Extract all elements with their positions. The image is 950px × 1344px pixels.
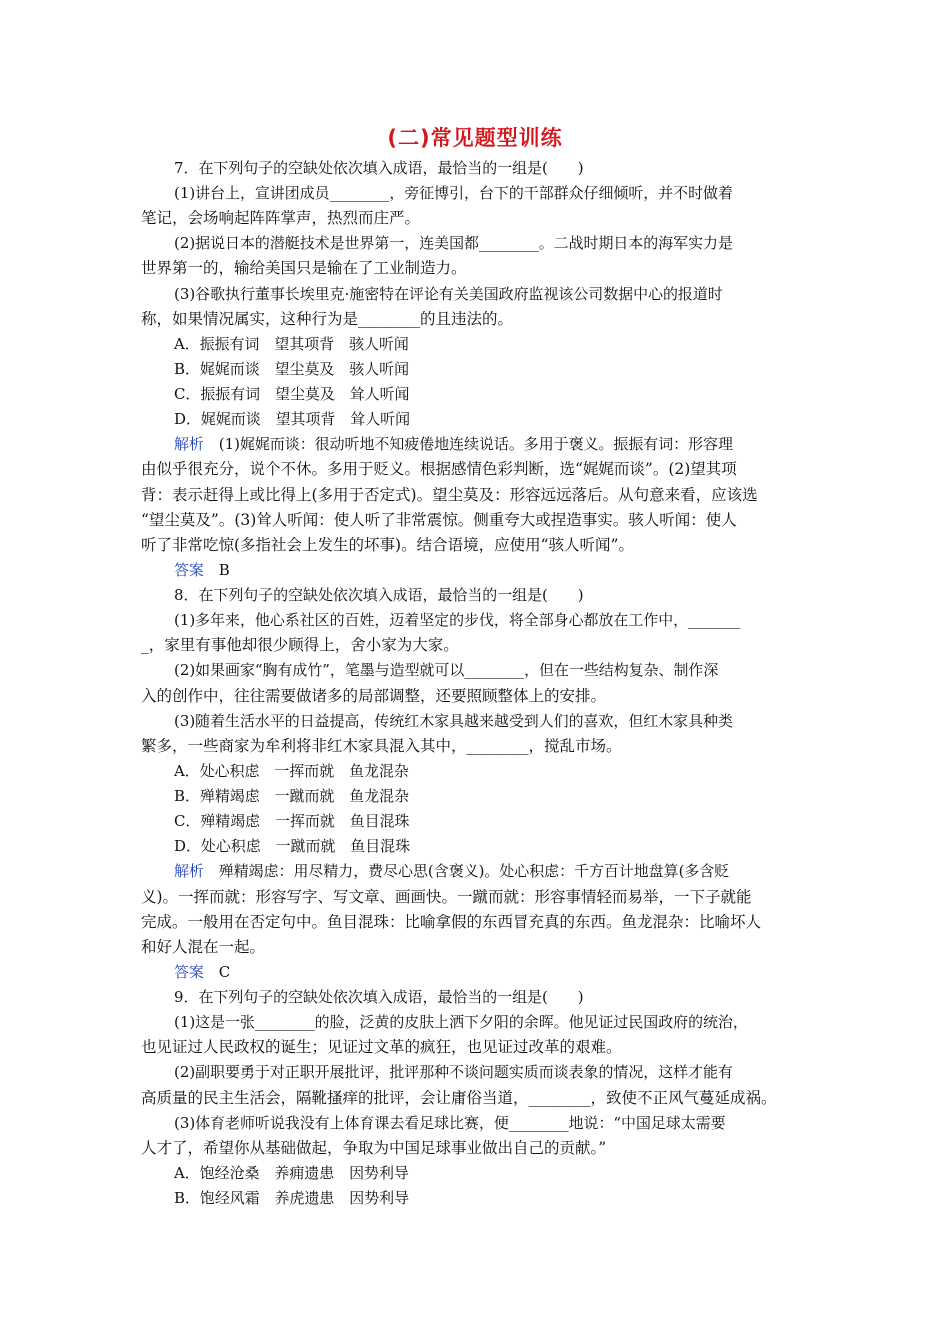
analysis-label: 解析 — [174, 435, 204, 453]
q7-sentence-1-line-1: (1)讲台上，宣讲团成员________，旁征博引，台下的干部群众仔细倾听，并不时做着 — [174, 184, 733, 202]
q9-sentence-1-line-1: (1)这是一张________的脸，泛黄的皮肤上洒下夕阳的余晖。他见证过民国政府的统治， — [174, 1013, 748, 1031]
analysis-text: 殚精竭虑：用尽精力，费尽心思(含褒义)。处心积虑：千方百计地盘算(多含贬 — [203, 862, 730, 880]
q9-sentence-2-line-2: 高质量的民主生活会，隔靴搔痒的批评，会让庸俗当道，________，致使不正风气蔓延成祸。 — [141, 1089, 777, 1107]
q9-option-b: B．饱经风霜 养虎遗患 因势利导 — [174, 1189, 410, 1207]
q7-option-a: A．振振有词 望其项背 骇人听闻 — [174, 335, 409, 353]
q8-answer — [174, 962, 854, 982]
q9-sentence-3-line-1: (3)体育老师听说我没有上体育课去看足球比赛，便________地说：“中国足球太需要 — [174, 1114, 726, 1132]
q8-analysis-line-3: 完成。一般用在否定句中。鱼目混珠：比喻拿假的东西冒充真的东西。鱼龙混杂：比喻坏人 — [141, 913, 762, 931]
q7-sentence-1-line-2: 笔记，会场响起阵阵掌声，热烈而庄严。 — [141, 209, 421, 227]
q7-sentence-2-line-2: 世界第一的，输给美国只是输在了工业制造力。 — [141, 259, 467, 277]
answer-label: 答案 — [174, 561, 204, 579]
q7-analysis-line-2: 由似乎很充分，说个不休。多用于贬义。根据感情色彩判断，选“娓娓而谈”。(2)望其项 — [141, 460, 737, 478]
section-title: (二)常见题型训练 — [387, 126, 563, 150]
q7-analysis-line-4: “望尘莫及”。(3)耸人听闻：使人听了非常震惊。侧重夸大或捏造事实。骇人听闻：使人 — [141, 511, 737, 529]
answer-label: 答案 — [174, 963, 204, 981]
q7-answer — [174, 560, 854, 580]
q7-analysis-line-5: 听了非常吃惊(多指社会上发生的坏事)。结合语境，应使用“骇人听闻”。 — [141, 536, 634, 554]
analysis-text: (1)娓娓而谈：很动听地不知疲倦地连续说话。多用于褒义。振振有词：形容理 — [203, 435, 733, 453]
q7-sentence-3-line-2: 称，如果情况属实，这种行为是________的且违法的。 — [141, 310, 514, 328]
q8-analysis-line-1 — [174, 861, 854, 881]
question-9-stem: 9．在下列句子的空缺处依次填入成语，最恰当的一组是( ) — [174, 988, 584, 1006]
q8-sentence-2-line-2: 入的创作中，往往需要做诸多的局部调整，还要照顾整体上的安排。 — [141, 687, 607, 705]
q7-option-b: B．娓娓而谈 望尘莫及 骇人听闻 — [174, 360, 410, 378]
answer-value: C — [203, 963, 231, 981]
answer-value: B — [203, 561, 230, 579]
q8-sentence-1-line-2: _，家里有事他却很少顾得上，舍小家为大家。 — [141, 636, 459, 654]
q9-option-a: A．饱经沧桑 养痈遗患 因势利导 — [174, 1164, 409, 1182]
q8-sentence-1-line-1: (1)多年来，他心系社区的百姓，迈着坚定的步伐，将全部身心都放在工作中，_______ — [174, 611, 741, 629]
question-8-stem: 8．在下列句子的空缺处依次填入成语，最恰当的一组是( ) — [174, 586, 584, 604]
q7-option-c: C．振振有词 望尘莫及 耸人听闻 — [174, 385, 410, 403]
q7-analysis-line-1 — [174, 434, 854, 454]
q8-sentence-3-line-1: (3)随着生活水平的日益提高，传统红木家具越来越受到人们的喜欢，但红木家具种类 — [174, 712, 733, 730]
q8-analysis-line-2: 义)。一挥而就：形容写字、写文章、画画快。一蹴而就：形容事情轻而易举，一下子就能 — [141, 888, 752, 906]
q8-option-a: A．处心积虑 一挥而就 鱼龙混杂 — [174, 762, 409, 780]
q9-sentence-3-line-2: 人才了，希望你从基础做起，争取为中国足球事业做出自己的贡献。” — [141, 1139, 607, 1157]
q8-sentence-3-line-2: 繁多，一些商家为牟利将非红木家具混入其中，________，搅乱市场。 — [141, 737, 622, 755]
q7-analysis-line-3: 背：表示赶得上或比得上(多用于否定式)。望尘莫及：形容远远落后。从句意来看，应该选 — [141, 486, 758, 504]
q7-sentence-2-line-1: (2)据说日本的潜艇技术是世界第一，连美国都________。二战时期日本的海军实力是 — [174, 234, 733, 252]
q8-sentence-2-line-1: (2)如果画家“胸有成竹”，笔墨与造型就可以________，但在一些结构复杂、制作深 — [174, 661, 719, 679]
analysis-label: 解析 — [174, 862, 204, 880]
q7-option-d: D．娓娓而谈 望其项背 耸人听闻 — [174, 410, 411, 428]
q9-sentence-2-line-1: (2)副职要勇于对正职开展批评，批评那种不谈问题实质而谈表象的情况，这样才能有 — [174, 1063, 733, 1081]
q8-option-c: C．殚精竭虑 一挥而就 鱼目混珠 — [174, 812, 410, 830]
q8-option-d: D．处心积虑 一蹴而就 鱼目混珠 — [174, 837, 411, 855]
q8-option-b: B．殚精竭虑 一蹴而就 鱼龙混杂 — [174, 787, 410, 805]
q8-analysis-line-4: 和好人混在一起。 — [141, 938, 266, 956]
q9-sentence-1-line-2: 也见证过人民政权的诞生；见证过文革的疯狂，也见证过改革的艰难。 — [141, 1038, 622, 1056]
question-7-stem: 7．在下列句子的空缺处依次填入成语，最恰当的一组是( ) — [174, 159, 584, 177]
q7-sentence-3-line-1: (3)谷歌执行董事长埃里克·施密特在评论有关美国政府监视该公司数据中心的报道时 — [174, 285, 723, 303]
